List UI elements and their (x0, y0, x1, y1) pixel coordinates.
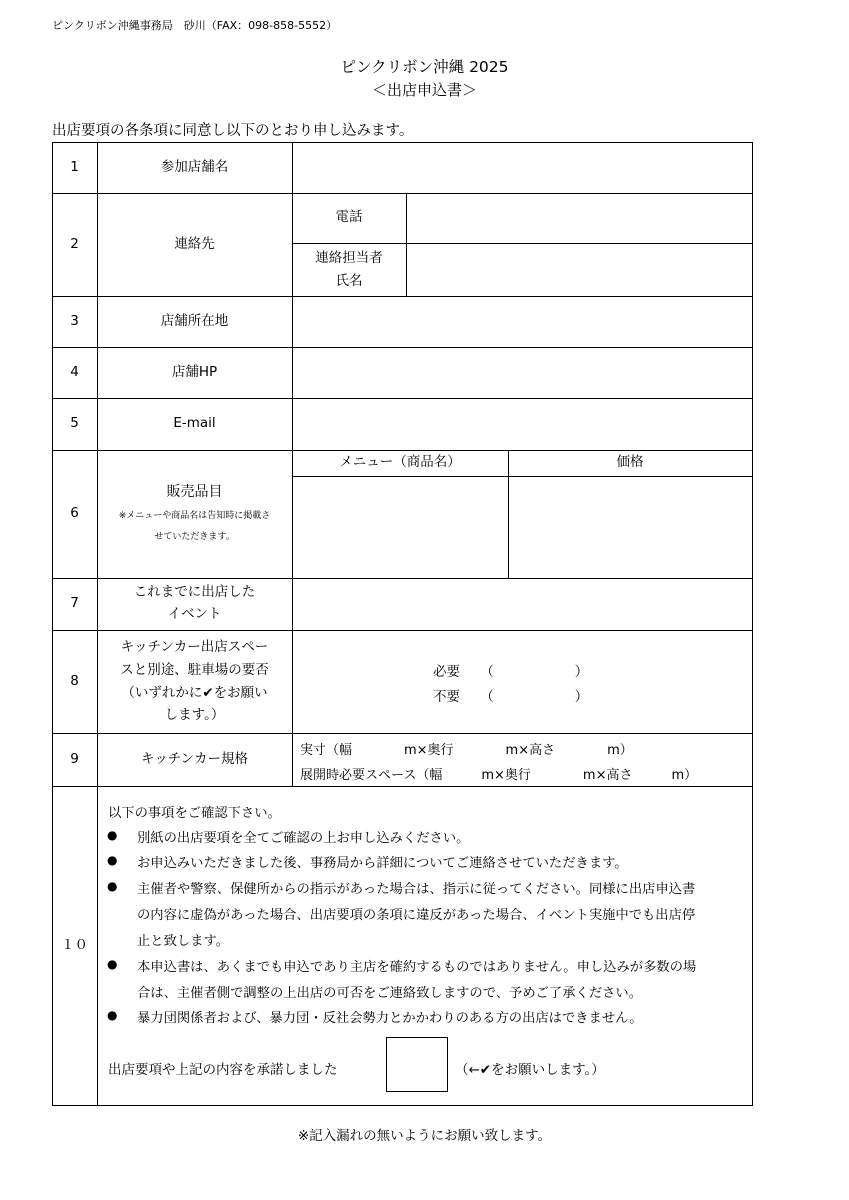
parking-label-line: キッチンカー出店スペー (120, 638, 269, 655)
row-number: 9 (70, 750, 79, 767)
contact-person-field[interactable] (407, 244, 752, 296)
bullet-icon: ● (107, 853, 118, 867)
spec-deploy-space[interactable]: 展開時必要スペース（幅 m×奥行 m×高さ m） (300, 768, 698, 783)
row-number: 3 (70, 312, 79, 329)
row-number: 7 (70, 595, 79, 612)
notice-item: お申込みいただきました後、事務局から詳細についてご連絡させていただきます。 (137, 856, 628, 871)
label-kitchen-car-spec: キッチンカー規格 (140, 750, 249, 767)
bullet-icon: ● (107, 879, 118, 893)
row-number: 1 (70, 158, 79, 175)
notice-item: 別紙の出店要項を全てご確認の上お申し込みください。 (137, 831, 470, 846)
label-homepage: 店舗HP (171, 363, 218, 380)
label-past-events (97, 578, 292, 630)
bullet-icon: ● (107, 1008, 118, 1022)
notice-item: 暴力団関係者および、暴力団・反社会勢力とかかわりのある方の出店はできません。 (137, 1011, 643, 1026)
row-number: 2 (70, 235, 79, 252)
row-number: 6 (70, 505, 79, 522)
row-number: 5 (70, 415, 79, 432)
notice-item: 本申込書は、あくまでも申込であり主店を確約するものではありません。申し込みが多数の場 (137, 960, 697, 975)
sender-info: ピンクリボン沖縄事務局 砂川（FAX：098-858-5552） (52, 19, 338, 32)
bullet-icon: ● (107, 957, 118, 971)
phone-field[interactable] (407, 194, 752, 243)
label-sales-items (97, 450, 292, 578)
past-events-line: これまでに出店した (133, 584, 256, 601)
label-phone: 電話 (335, 209, 363, 226)
parking-label-line: （いずれかに✔をお願い (121, 684, 268, 701)
consent-hint: （←✔をお願いします。） (455, 1062, 605, 1078)
consent-checkbox[interactable] (386, 1037, 448, 1092)
label-address: 店舗所在地 (160, 312, 229, 329)
parking-option-not-required[interactable]: 不要 （ ） (433, 689, 589, 705)
past-events-field[interactable] (293, 579, 752, 630)
row-number: １０ (61, 936, 88, 953)
spec-actual-size[interactable]: 実寸（幅 m×奥行 m×高さ m） (300, 743, 633, 758)
label-contact: 連絡先 (174, 235, 215, 252)
page-subtitle: ＜出店申込書＞ (371, 81, 477, 99)
parking-option-required[interactable]: 必要 （ ） (433, 664, 589, 680)
notice-item-cont: 止と致します。 (137, 934, 230, 949)
sales-items-note: せていただきます。 (154, 532, 235, 543)
notice-item: 主催者や警察、保健所からの指示があった場合は、指示に従ってください。同様に出店申込書 (137, 882, 696, 897)
price-field[interactable] (509, 477, 752, 578)
homepage-field[interactable] (293, 348, 752, 398)
past-events-line: イベント (167, 606, 222, 622)
page-title: ピンクリボン沖縄 2025 (340, 58, 509, 76)
contact-person-line: 氏名 (335, 272, 363, 289)
contact-person-line: 連絡担当者 (315, 250, 383, 267)
col-header-menu: メニュー（商品名） (339, 454, 461, 471)
sales-items-note: ※メニューや商品名は告知時に掲載さ (118, 510, 271, 521)
store-name-field[interactable] (293, 143, 752, 193)
parking-label-line: スと別途、駐車場の要否 (120, 661, 269, 678)
row-number: 8 (70, 672, 79, 689)
col-header-price: 価格 (616, 454, 644, 471)
label-email: E-mail (173, 415, 216, 432)
intro-text: 出店要項の各条項に同意し以下のとおり申し込みます。 (52, 123, 414, 139)
address-field[interactable] (293, 297, 752, 347)
notice-heading: 以下の事項をご確認下さい。 (108, 806, 281, 821)
notice-item-cont: 合は、主催者側で調整の上出店の可否をご連絡致しますので、予めご了承ください。 (137, 986, 643, 1001)
email-field[interactable] (293, 399, 752, 450)
footer-note: ※記入漏れの無いようにお願い致します。 (297, 1128, 552, 1144)
consent-text: 出店要項や上記の内容を承諾しました (108, 1062, 338, 1078)
menu-field[interactable] (293, 477, 508, 578)
label-contact-person (292, 243, 406, 296)
parking-label-line: します。） (164, 707, 225, 724)
bullet-icon: ● (107, 828, 118, 842)
notice-item-cont: の内容に虚偽があった場合、出店要項の条項に違反があった場合、イベント実施中でも出店停 (137, 908, 696, 923)
sales-items-title: 販売品目 (166, 484, 223, 501)
label-store-name: 参加店舗名 (160, 158, 229, 175)
row-number: 4 (70, 363, 79, 380)
label-parking (97, 630, 292, 733)
